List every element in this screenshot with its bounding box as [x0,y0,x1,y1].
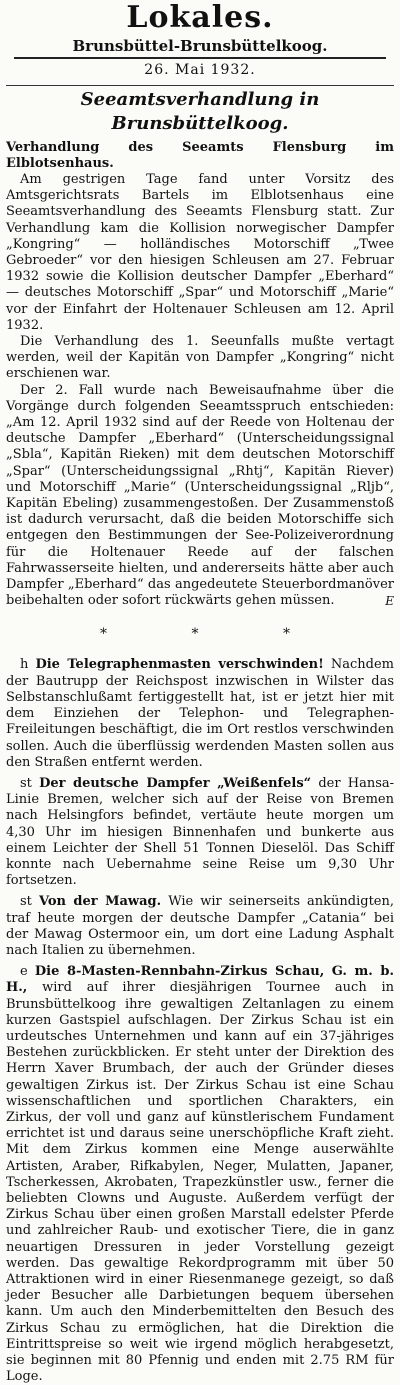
issue-date: 26. Mai 1932. [144,62,256,78]
locality-subhead: Brunsbüttel-Brunsbüttelkoog. [14,36,386,59]
article-paragraph: Am gestrigen Tage fand unter Vorsitz des Amtsgerichtsrats Bartels im Elblotsenhaus eine Seeamtsverhandlung des Seeamts Flensburg statt. Zur Verhandlung kam die Kollision norwegischer Dampfer „Kongring“ — holländisches Motorschiff „Twee Gebroeder“ vor den hiesigen Schleusen am 27. Februar 1932 sowie die Kollision deutscher Dampfer „Eberhard“ — deutsches Motorschiff „Spar“ und Motorschiff „Marie“ vor der Einfahrt der Holtenauer Schleusen am 12. April 1932. [6,172,394,333]
notice-text: Wie wir seinerseits ankündigten, traf heute morgen der deutsche Dampfer „Catania“ bei der Mawag Ostermoor ein, um dort eine Ladung Asphalt nach Italien zu übernehmen. [6,894,395,958]
author-initial: st [20,775,32,791]
notice-text: Nachdem der Bautrupp der Reichspost inzwischen in Wilster das Selbstanschlußamt fertiggestellt hat, ist er jetzt hier mit dem Einziehen der Telephon- und Telegraphen-Freileitungen beschäftigt, die im Ort restlos verschwinden sollen. Auch die überflüssig werdenden Masten sollen aus den Straßen entfernt werden. [6,657,394,770]
author-initial: st [20,894,32,910]
article-paragraph [6,383,394,610]
notice-text: wird auf ihrer diesjährigen Tournee auch in Brunsbüttelkoog ihre gewaltigen Zeltanlagen zu einem kurzen Gastspiel aufschlagen. Der Zirkus Schau ist ein urdeutsches Unternehmen und kann auf ein 37-jähriges Bestehen zurückblicken. Er steht unter der Direktion des Herrn Xaver Brumbach, der auch der Gründer dieses gewaltigen Zirkus ist. Der Zirkus Schau ist eine Schau wissenschaftlichen und sportlichen Charakters, ein Zirkus, der voll und ganz auf künstlerischem Fundament errichtet ist und daraus seine unerschöpfliche Kraft zieht. Mit dem Zirkus kommen eine Menge auserwählte Artisten, Araber, Rifkabylen, Neger, Mulatten, Japaner, Tscherkessen, Akrobaten, Trapezkünstler usw., ferner die beliebten Clowns und Auguste. Außerdem verfügt der Zirkus Schau über einen großen Marstall edelster Pferde und zahlreicher Raub- und exotischer Tiere, die in ganz neuartigen Dressuren in jeder Vorstellung gezeigt werden. Das gewaltige Rekordprogramm mit über 50 Attraktionen wird in einer Riesenmanege gezeigt, so daß jeder Besucher alle Darbietungen bequem übersehen kann. Um auch den Minderbemittelten den Besuch des Zirkus Schau zu ermöglichen, hat die Direktion die Eintrittspreise so weit wie irgend möglich herabgesetzt, sie beginnen mit 80 Pfennig und enden mit 2.75 RM für Loge. [6,980,394,1385]
notice-lead: Die Telegraphenmasten verschwinden! [35,657,324,673]
notice-text: der Hansa-Linie Bremen, welcher sich auf der Reise von Bremen nach Helsingfors befindet, vertäute heute morgen um 4,30 Uhr im hiesigen Binnenhafen und bunkerte aus einem Leichter der Shell 51 Tonnen Dieselöl. Das Schiff konnte nach Uebernahme seine Reise um 9,30 Uhr fortsetzen. [6,775,395,889]
notice-circus [6,964,394,1385]
notice-mawag [6,894,394,959]
article-subheadline: Verhandlung des Seeamts Flensburg im Elblotsenhaus. [6,140,394,171]
notice-telegraph [6,657,394,770]
notice-lead: Der deutsche Dampfer „Weißenfels“ [39,775,312,791]
article-paragraph: Die Verhandlung des 1. Seeunfalls mußte vertagt werden, weil der Kapitän von Dampfer „Kongring“ nicht erschienen war. [6,334,394,382]
author-initial: e [20,964,28,980]
author-initial: h [20,657,29,673]
notice-lead: Von der Mawag. [38,894,162,910]
section-separator: * * * [100,626,330,643]
notice-steamer [6,776,394,889]
article-paragraph-text: Der 2. Fall wurde nach Beweisaufnahme über die Vorgänge durch folgenden Seeamtsspruch entschieden: „Am 12. April 1932 sind auf der Reede von Holtenau der deutsche Dampfer „Eberhard“ (Unterscheidungssignal „Sbla“, Kapitän Rieken) mit dem deutschen Motorschiff „Spar“ (Unterscheidungssignal „Rhtj“, Kapitän Riever) und Motorschiff „Marie“ (Unterscheidungssignal „Rljb“, Kapitän Ebeling) zusammengestoßen. Der Zusammenstoß ist dadurch verursacht, daß die beiden Motorschiffe sich entgegen den Bestimmungen der See-Polizeiverordnung für die Holtenauer Reede auf der falschen Fahrwasserseite hielten, und andererseits hätte aber auch Dampfer „Eberhard“ das angedeutete Steuerbordmanöver beibehalten oder sofort rückwärts gehen müssen. [6,382,394,609]
notice-lead: Die 8-Masten-Rennbahn-Zirkus Schau, G. m. b. H., [6,964,394,996]
author-signature: E [385,594,394,609]
section-title: Lokales. [126,0,274,35]
article-headline: Seeamtsverhandlung in Brunsbüttelkoog. [6,85,394,136]
